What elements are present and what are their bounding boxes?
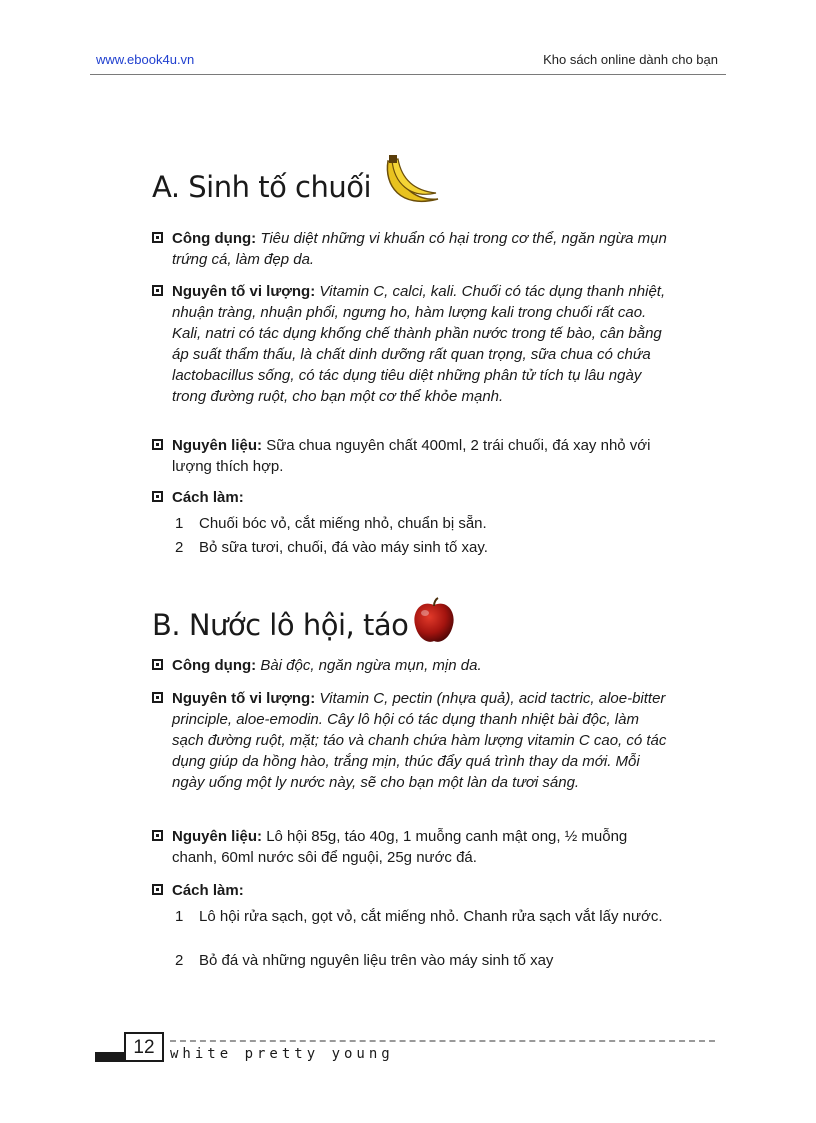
bullet-icon [152, 692, 163, 703]
ingredients-paragraph-a: Nguyên liệu: Sữa chua nguyên chất 400ml, 2 trái chuối, đá xay nhỏ với lượng thích hợp. [152, 435, 672, 477]
page-number: 12 [124, 1032, 164, 1062]
bullet-icon [152, 439, 163, 450]
section-title-banana: A. Sinh tố chuối [152, 170, 372, 204]
nutrients-paragraph-b: Nguyên tố vi lượng: Vitamin C, pectin (nhựa quả), acid tactric, aloe-bitter principle, aloe-emodin. Cây lô hội có tác dụng thanh nhiệt bài độc, làm sạch đường ruột, mặt; táo và chanh chứa hàm lượng vitamin C cao, có tác dụng giúp da hồng hào, trắng mịn, thúc đẩy quá trình thay da mới. Mỗi ngày uống một ly nước này, sẽ cho bạn một làn da tươi sáng. [152, 688, 672, 793]
step-item: 2 Bỏ sữa tươi, chuối, đá vào máy sinh tố xay. [175, 539, 488, 556]
site-url[interactable]: www.ebook4u.vn [96, 52, 195, 67]
method-heading-a: Cách làm: [152, 487, 672, 508]
bullet-icon [152, 659, 163, 670]
site-tagline: Kho sách online dành cho bạn [543, 52, 718, 67]
step-item: 1 Chuối bóc vỏ, cắt miếng nhỏ, chuẩn bị sẵn. [175, 515, 487, 532]
apple-icon [410, 597, 458, 645]
footer-bar [95, 1052, 125, 1062]
header-divider [90, 74, 726, 75]
section-title-apple: B. Nước lô hội, táo [152, 608, 409, 642]
step-item: 2 Bỏ đá và những nguyên liệu trên vào máy sinh tố xay [175, 952, 554, 969]
bullet-icon [152, 491, 163, 502]
step-item: 1 Lô hội rửa sạch, gọt vỏ, cắt miếng nhỏ. Chanh rửa sạch vắt lấy nước. [175, 908, 663, 925]
method-heading-b: Cách làm: [152, 880, 672, 901]
footer-divider [170, 1040, 715, 1042]
bullet-icon [152, 232, 163, 243]
bullet-icon [152, 884, 163, 895]
uses-paragraph-b: Công dụng: Bài độc, ngăn ngừa mụn, mịn da. [152, 655, 672, 676]
bullet-icon [152, 285, 163, 296]
uses-paragraph-a: Công dụng: Tiêu diệt những vi khuẩn có hại trong cơ thể, ngăn ngừa mụn trứng cá, làm đẹp da. [152, 228, 672, 270]
bullet-icon [152, 830, 163, 841]
banana-icon [380, 155, 442, 213]
footer-text: white pretty young [170, 1046, 394, 1062]
ingredients-paragraph-b: Nguyên liệu: Lô hội 85g, táo 40g, 1 muỗng canh mật ong, ½ muỗng chanh, 60ml nước sôi để nguội, 25g nước đá. [152, 826, 672, 868]
nutrients-paragraph-a: Nguyên tố vi lượng: Vitamin C, calci, kali. Chuối có tác dụng thanh nhiệt, nhuận tràng, nhuận phổi, ngưng ho, hàm lượng kali trong chuối rất cao. Kali, natri có tác dụng khống chế thành phần nước trong tế bào, cân bằng áp suất thẩm thấu, là chất dinh dưỡng rất quan trọng, sữa chua có chứa lactobacillus sống, có tác dụng tiêu diệt những phân tử tích tụ lâu ngày trong đường ruột, cho bạn một cơ thể khỏe mạnh. [152, 281, 672, 407]
